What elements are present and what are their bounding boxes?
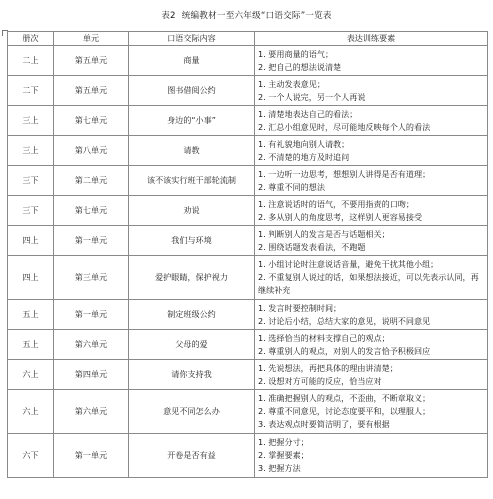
- cell-unit: 第四单元: [54, 360, 129, 390]
- training-point: 2. 尊重不同意见，讨论态度要平和，以理服人；: [258, 406, 431, 416]
- training-point: 2. 不重复别人说过的话，如果想法接近，可以先表示认同，再继续补充: [258, 272, 479, 295]
- training-point: 1. 一边听一边思考，想想别人讲得是否有道理；: [258, 168, 431, 179]
- cell-grade: 二下: [8, 76, 54, 106]
- cell-training-points: [255, 196, 488, 226]
- training-point: 1. 有礼貌地向别人请教；: [258, 138, 350, 149]
- table-row: [8, 196, 488, 226]
- cell-topic: 父母的爱: [129, 330, 255, 360]
- cell-unit: 第七单元: [54, 196, 129, 226]
- cell-topic: 我们与环境: [129, 226, 255, 256]
- training-point: 2. 围绕话题发表看法，不跑题: [258, 241, 366, 252]
- training-point: 2. 多从别人的角度思考，这样别人更容易接受: [258, 211, 423, 222]
- training-point: 1. 发言时要控制时间；: [258, 302, 342, 313]
- training-point: 1. 要用商量的语气；: [258, 48, 334, 59]
- cell-unit: 第七单元: [54, 106, 129, 136]
- cell-unit: 第二单元: [54, 166, 129, 196]
- cell-unit: 第六单元: [54, 390, 129, 434]
- cell-training-points: [255, 226, 488, 256]
- training-point: 2. 不清楚的地方及时追问: [258, 151, 350, 162]
- cell-training-points: [255, 256, 488, 300]
- cell-training-points: [255, 360, 488, 390]
- table-caption-number: 表2: [161, 11, 176, 21]
- cell-topic: 制定班级公约: [129, 300, 255, 330]
- training-point: 1. 清楚地表达自己的看法；: [258, 108, 358, 119]
- table-row: [8, 256, 488, 300]
- table-caption: [0, 9, 493, 21]
- cell-topic: 身边的“小事”: [129, 106, 255, 136]
- cell-topic: 图书借阅公约: [129, 76, 255, 106]
- cell-grade: 六下: [8, 434, 54, 478]
- cell-training-points: [255, 76, 488, 106]
- cell-training-points: [255, 434, 488, 478]
- table-row: [8, 46, 488, 76]
- cell-grade: 五上: [8, 330, 54, 360]
- training-point: 2. 尊重不同的想法: [258, 181, 325, 192]
- cell-topic: 意见不同怎么办: [129, 390, 255, 434]
- cell-grade: 四上: [8, 256, 54, 300]
- cell-unit: 第一单元: [54, 226, 129, 256]
- table-caption-text: 统编教材一至六年级“口语交际”一览表: [181, 11, 332, 21]
- cell-training-points: [255, 106, 488, 136]
- table-row: [8, 300, 488, 330]
- training-point: 2. 把自己的想法说清楚: [258, 61, 342, 72]
- cell-grade: 六上: [8, 390, 54, 434]
- cell-topic: 开卷是否有益: [129, 434, 255, 478]
- training-point: 1. 把握分寸；: [258, 437, 309, 447]
- cell-unit: 第一单元: [54, 300, 129, 330]
- table-row: [8, 226, 488, 256]
- header-grade: 册次: [8, 32, 54, 46]
- cell-training-points: [255, 390, 488, 434]
- cell-training-points: [255, 300, 488, 330]
- cell-unit: 第八单元: [54, 136, 129, 166]
- training-point: 2. 一个人说完，另一个人再说: [258, 91, 366, 102]
- training-point: 1. 准确把握别人的观点，不歪曲，不断章取义；: [258, 393, 431, 403]
- table-row: [8, 136, 488, 166]
- cell-topic: 该不该实行班干部轮流制: [129, 166, 255, 196]
- training-point: 2. 讨论后小结，总结大家的意见，说明不同意见: [258, 315, 431, 326]
- cell-grade: 三上: [8, 106, 54, 136]
- cell-grade: 六上: [8, 360, 54, 390]
- cell-training-points: [255, 136, 488, 166]
- training-point: 2. 掌握要素；: [258, 450, 309, 460]
- training-point: 1. 选择恰当的材料支撑自己的观点；: [258, 332, 390, 343]
- training-point: 3. 表达观点时要简洁明了，要有根据: [258, 419, 390, 429]
- cell-training-points: [255, 330, 488, 360]
- cell-topic: 请你支持我: [129, 360, 255, 390]
- header-training-points: 表达训练要素: [255, 32, 488, 46]
- training-point: 2. 设想对方可能的反应，恰当应对: [258, 375, 382, 386]
- cell-grade: 五上: [8, 300, 54, 330]
- table-row: [8, 434, 488, 478]
- cell-topic: 商量: [129, 46, 255, 76]
- oral-communication-table: [7, 31, 488, 478]
- training-point: 1. 先说想法，再把具体的理由讲清楚；: [258, 362, 398, 373]
- cell-unit: 第五单元: [54, 76, 129, 106]
- table-row: [8, 106, 488, 136]
- training-point: 2. 汇总小组意见时，尽可能地反映每个人的看法: [258, 121, 431, 132]
- table-row: [8, 76, 488, 106]
- cell-grade: 三下: [8, 196, 54, 226]
- header-topic: 口语交际内容: [129, 32, 255, 46]
- training-point: 3. 把握方法: [258, 463, 301, 473]
- header-unit: 单元: [54, 32, 129, 46]
- training-point: 1. 注意说话时的语气，不要用指责的口吻；: [258, 198, 414, 209]
- cell-grade: 二上: [8, 46, 54, 76]
- cell-topic: 劝说: [129, 196, 255, 226]
- table-row: [8, 390, 488, 434]
- training-point: 1. 主动发表意见；: [258, 78, 325, 89]
- cell-topic: 请教: [129, 136, 255, 166]
- training-point: 1. 判断别人的发言是否与话题相关；: [258, 228, 390, 239]
- table-row: [8, 166, 488, 196]
- cell-topic: 爱护眼睛，保护视力: [129, 256, 255, 300]
- training-point: 2. 尊重别人的观点，对别人的发言恰予积极回应: [258, 345, 431, 356]
- cell-unit: 第六单元: [54, 330, 129, 360]
- cell-grade: 三下: [8, 166, 54, 196]
- cell-grade: 四上: [8, 226, 54, 256]
- cell-training-points: [255, 46, 488, 76]
- cell-unit: 第一单元: [54, 434, 129, 478]
- table-row: [8, 330, 488, 360]
- cell-unit: 第五单元: [54, 46, 129, 76]
- training-point: 1. 小组讨论时注意说话音量，避免干扰其他小组；: [258, 259, 439, 269]
- cell-grade: 三上: [8, 136, 54, 166]
- table-row: [8, 360, 488, 390]
- cell-unit: 第三单元: [54, 256, 129, 300]
- cell-training-points: [255, 166, 488, 196]
- table-header-row: [8, 32, 488, 46]
